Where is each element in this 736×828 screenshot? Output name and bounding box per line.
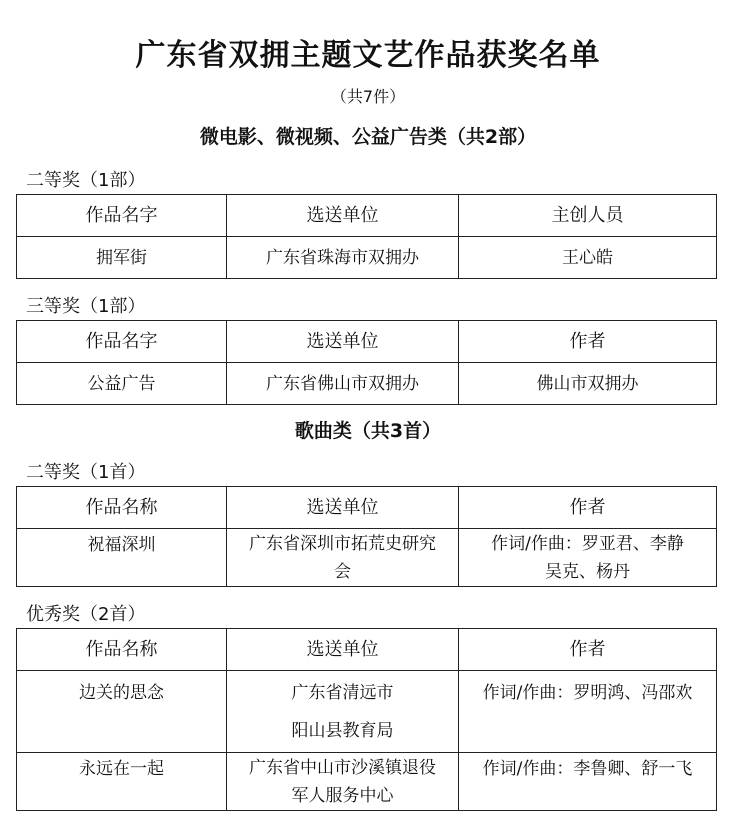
award-table-excellence-song <box>16 628 717 811</box>
author-line: 吴克、杨丹 <box>545 561 630 582</box>
unit-line: 会 <box>334 561 351 582</box>
unit-line: 阳山县教育局 <box>291 720 394 741</box>
header-name: 作品名称 <box>17 487 227 529</box>
work-author: 王心皓 <box>459 237 717 279</box>
award-heading-second-film: 二等奖（1部） <box>26 170 146 191</box>
header-unit: 选送单位 <box>227 629 459 671</box>
work-author: 作词/作曲：罗明鸿、冯邵欢 <box>459 671 717 753</box>
work-name: 祝福深圳 <box>17 529 227 587</box>
header-name: 作品名称 <box>17 629 227 671</box>
award-table-third-film <box>16 320 717 405</box>
submitting-unit: 广东省佛山市双拥办 <box>227 363 459 405</box>
work-author <box>459 529 717 587</box>
submitting-unit: 广东省珠海市双拥办 <box>227 237 459 279</box>
table-header-row <box>17 629 717 671</box>
header-name: 作品名字 <box>17 195 227 237</box>
award-heading-third-film: 三等奖（1部） <box>26 296 146 317</box>
submitting-unit <box>227 529 459 587</box>
author-line: 作词/作曲：罗亚君、李静 <box>491 533 684 554</box>
work-name: 公益广告 <box>17 363 227 405</box>
table-row <box>17 363 717 405</box>
header-author: 作者 <box>459 321 717 363</box>
header-unit: 选送单位 <box>227 195 459 237</box>
submitting-unit <box>227 753 459 811</box>
header-unit: 选送单位 <box>227 321 459 363</box>
table-header-row <box>17 321 717 363</box>
document-title: 广东省双拥主题文艺作品获奖名单 <box>135 38 601 73</box>
table-header-row <box>17 487 717 529</box>
header-author: 作者 <box>459 629 717 671</box>
award-table-second-song <box>16 486 717 587</box>
unit-line: 广东省深圳市拓荒史研究 <box>249 533 436 554</box>
work-author: 佛山市双拥办 <box>459 363 717 405</box>
unit-line: 广东省清远市 <box>291 682 394 703</box>
work-name: 永远在一起 <box>17 753 227 811</box>
award-heading-excellence-song: 优秀奖（2首） <box>26 604 146 625</box>
table-row <box>17 237 717 279</box>
table-row <box>17 671 717 753</box>
work-name: 边关的思念 <box>17 671 227 753</box>
table-header-row <box>17 195 717 237</box>
category-heading-songs: 歌曲类（共3首） <box>294 420 442 442</box>
header-unit: 选送单位 <box>227 487 459 529</box>
award-table-second-film <box>16 194 717 279</box>
submitting-unit <box>227 671 459 753</box>
category-heading-film: 微电影、微视频、公益广告类（共2部） <box>199 126 537 148</box>
header-author: 作者 <box>459 487 717 529</box>
work-name: 拥军街 <box>17 237 227 279</box>
work-author: 作词/作曲：李鲁卿、舒一飞 <box>459 753 717 811</box>
total-count: （共7件） <box>330 87 406 106</box>
award-heading-second-song: 二等奖（1首） <box>26 462 146 483</box>
table-row <box>17 529 717 587</box>
unit-line: 广东省中山市沙溪镇退役 <box>249 757 436 778</box>
table-row <box>17 753 717 811</box>
unit-line: 军人服务中心 <box>291 785 394 806</box>
header-author: 主创人员 <box>459 195 717 237</box>
header-name: 作品名字 <box>17 321 227 363</box>
